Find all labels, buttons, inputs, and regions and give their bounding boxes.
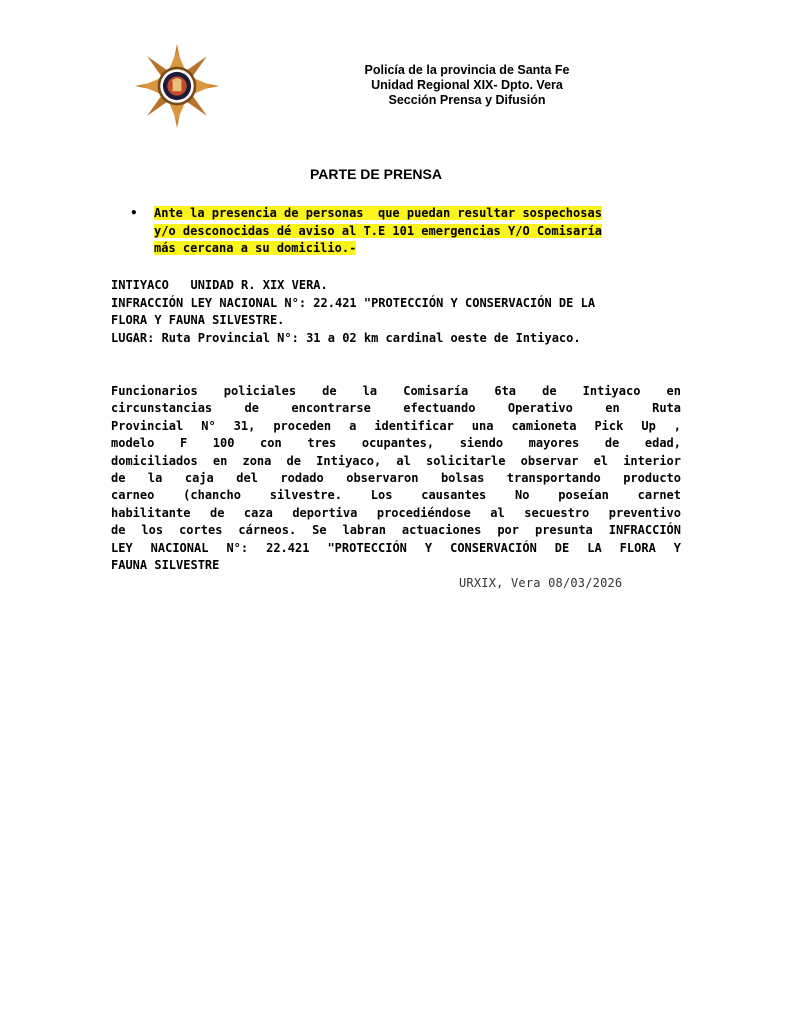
body-line: LEY NACIONAL N°: 22.421 "PROTECCIÓN Y CONSERVACIÓN DE LA FLORA Y — [111, 540, 681, 555]
notice-line-text: y/o desconocidas dé aviso al T.E 101 emergencias Y/O Comisaría — [154, 223, 602, 238]
body-line: circunstancias de encontrarse efectuando Operativo en Ruta — [111, 401, 681, 416]
header-line-organization: Policía de la provincia de Santa Fe — [364, 63, 570, 77]
notice-line — [154, 223, 690, 241]
notice-line — [154, 240, 690, 258]
body-line: Funcionarios policiales de la Comisaría 6ta de Intiyaco en — [111, 384, 681, 398]
report-body — [111, 383, 681, 574]
header-line-section: Sección Prensa y Difusión — [388, 93, 546, 107]
incident-info-block — [111, 277, 701, 347]
signoff-date: URXIX, Vera 08/03/2026 — [459, 576, 623, 590]
body-line: habilitante de caza deportiva procediéndose al secuestro preventivo — [111, 505, 681, 520]
info-infraction-cont: FLORA Y FAUNA SILVESTRE. — [111, 313, 285, 327]
police-star-badge-icon — [133, 42, 221, 130]
notice-line-text: más cercana a su domicilio.- — [154, 241, 357, 255]
notice-line — [154, 205, 690, 223]
info-place: LUGAR: Ruta Provincial N°: 31 a 02 km cardinal oeste de Intiyaco. — [111, 330, 581, 345]
body-line: de los cortes cárneos. Se labran actuaciones por presunta INFRACCIÓN — [111, 523, 681, 538]
info-infraction: INFRACCIÓN LEY NACIONAL N°: 22.421 "PROTECCIÓN Y CONSERVACIÓN DE LA — [111, 295, 596, 310]
body-line: de la caja del rodado observaron bolsas transportando producto — [111, 471, 681, 486]
header-line-unit: Unidad Regional XIX- Dpto. Vera — [371, 78, 563, 92]
body-line: modelo F 100 con tres ocupantes, siendo mayores de edad, — [111, 436, 681, 451]
body-line: Provincial N° 31, proceden a identificar una camioneta Pick Up , — [111, 418, 681, 433]
page-title: PARTE DE PRENSA — [310, 166, 442, 182]
bullet-icon: • — [130, 206, 138, 220]
header-block — [300, 63, 634, 108]
body-line: domiciliados en zona de Intiyaco, al solicitarle observar el interior — [111, 453, 681, 468]
notice-block — [130, 205, 690, 258]
notice-line-text: Ante la presencia de personas que puedan resultar sospechosas — [154, 206, 602, 220]
body-line: carneo (chancho silvestre. Los causantes No poseían carnet — [111, 488, 681, 503]
body-line: FAUNA SILVESTRE — [111, 558, 220, 573]
info-location-unit: INTIYACO UNIDAD R. XIX VERA. — [111, 278, 328, 292]
